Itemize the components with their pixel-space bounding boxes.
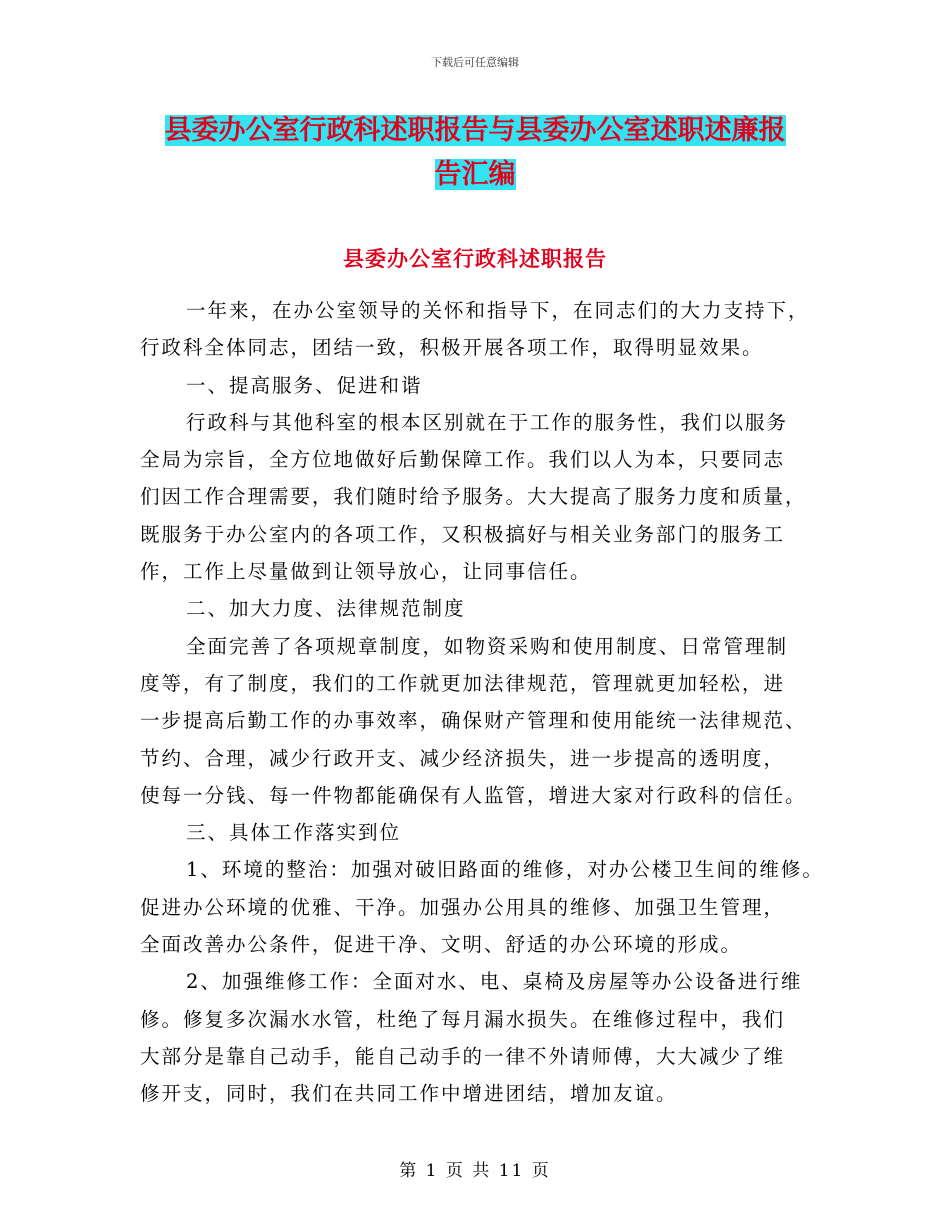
paragraph-line: 促进办公环境的优雅、干净。加强办公用具的维修、加强卫生管理， (140, 895, 786, 919)
paragraph-line: 行政科全体同志，团结一致，积极开展各项工作，取得明显效果。 (140, 336, 764, 360)
heading-line: 一、提高服务、促进和谐 (186, 373, 423, 397)
page-header-note: 下载后可任意编辑 (431, 56, 519, 69)
page-number-footer: 第 1 页 共 11 页 (399, 1161, 551, 1181)
heading-line: 二、加大力度、法律规范制度 (186, 597, 466, 621)
paragraph-line: 一年来，在办公室领导的关怀和指导下，在同志们的大力支持下， (186, 299, 810, 322)
paragraph-line: 2、加强维修工作：全面对水、电、桌椅及房屋等办公设备进行维 (186, 970, 803, 994)
paragraph-line: 节约、合理，减少行政开支、减少经济损失，进一步提高的透明度， (140, 746, 786, 770)
document-title-text-2: 告汇编 (434, 159, 516, 190)
section-title: 县委办公室行政科述职报告 (343, 246, 607, 271)
paragraph-line: 全面完善了各项规章制度，如物资采购和使用制度、日常管理制 (186, 634, 789, 658)
paragraph-line: 1、环境的整治：加强对破旧路面的维修，对办公楼卫生间的维修。 (186, 858, 824, 882)
paragraph-line: 作，工作上尽量做到让领导放心，让同事信任。 (140, 560, 592, 584)
paragraph-line: 全局为宗旨，全方位地做好后勤保障工作。我们以人为本，只要同志 (140, 448, 786, 472)
paragraph-line: 使每一分钱、每一件物都能确保有人监管，增进大家对行政科的信任。 (140, 783, 807, 807)
paragraph-line: 修开支，同时，我们在共同工作中增进团结，增加友谊。 (140, 1082, 678, 1106)
paragraph-line: 度等，有了制度，我们的工作就更加法律规范，管理就更加轻松，进 (140, 671, 786, 695)
heading-line: 三、具体工作落实到位 (186, 821, 402, 845)
document-title-text-1: 县委办公室行政科述职报告与县委办公室述职述廉报 (164, 115, 786, 146)
document-title-line-2 (140, 152, 810, 198)
paragraph-line: 们因工作合理需要，我们随时给予服务。大大提高了服务力度和质量， (140, 485, 807, 509)
paragraph-line: 行政科与其他科室的根本区别就在于工作的服务性，我们以服务 (186, 410, 789, 434)
document-body (140, 292, 840, 1113)
paragraph-line: 修。修复多次漏水水管，杜绝了每月漏水损失。在维修过程中，我们 (140, 1007, 786, 1031)
document-title-line-1 (140, 108, 810, 154)
paragraph-line: 既服务于办公室内的各项工作，又积极搞好与相关业务部门的服务工 (140, 522, 786, 546)
paragraph-line: 大部分是靠自己动手，能自己动手的一律不外请师傅，大大减少了维 (140, 1044, 786, 1068)
paragraph-line: 全面改善办公条件，促进干净、文明、舒适的办公环境的形成。 (140, 933, 743, 957)
paragraph-line: 一步提高后勤工作的办事效率，确保财产管理和使用能统一法律规范、 (140, 709, 807, 733)
